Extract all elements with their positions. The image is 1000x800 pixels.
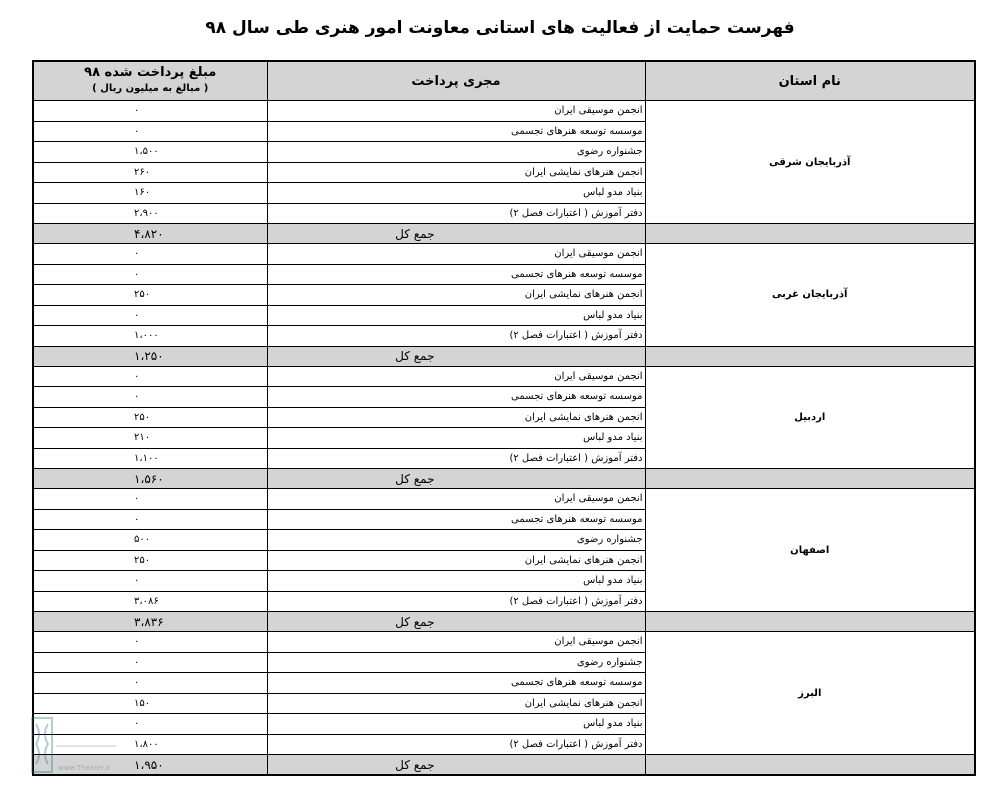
- amount-cell: ۲۱۰: [33, 428, 267, 449]
- total-amount: ۴،۸۲۰: [33, 224, 267, 244]
- executor-cell: بنیاد مدو لباس: [267, 428, 645, 449]
- support-table: [32, 60, 976, 776]
- table-row: [33, 244, 975, 265]
- amount-header-unit: ( مبالغ به میلیون ریال ): [92, 83, 209, 94]
- total-province-gap: [645, 224, 975, 244]
- amount-cell: ۰: [33, 571, 267, 592]
- executor-cell: انجمن موسیقی ایران: [267, 366, 645, 387]
- amount-cell: ۱۵۰: [33, 693, 267, 714]
- executor-cell: دفتر آموزش ( اعتبارات فصل ۲): [267, 591, 645, 612]
- total-row: [33, 612, 975, 632]
- total-amount: ۱،۲۵۰: [33, 346, 267, 366]
- theater-logo-icon: [30, 710, 120, 780]
- executor-cell: انجمن هنرهای نمایشی ایران: [267, 550, 645, 571]
- total-row: [33, 346, 975, 366]
- watermark: [30, 710, 120, 780]
- table-body: [33, 101, 975, 776]
- executor-cell: انجمن هنرهای نمایشی ایران: [267, 407, 645, 428]
- amount-header-title: مبلغ پرداخت شده ۹۸: [84, 65, 217, 80]
- executor-cell: دفتر آموزش ( اعتبارات فصل ۲): [267, 326, 645, 347]
- amount-cell: ۳،۰۸۶: [33, 591, 267, 612]
- executor-cell: موسسه توسعه هنرهای تجسمی: [267, 264, 645, 285]
- table-row: [33, 489, 975, 510]
- amount-cell: ۰: [33, 244, 267, 265]
- total-amount: ۳،۸۳۶: [33, 612, 267, 632]
- amount-cell: ۰: [33, 101, 267, 122]
- executor-cell: انجمن موسیقی ایران: [267, 244, 645, 265]
- amount-cell: ۰: [33, 489, 267, 510]
- executor-cell: انجمن هنرهای نمایشی ایران: [267, 162, 645, 183]
- amount-cell: ۰: [33, 509, 267, 530]
- header-row: [33, 61, 975, 101]
- executor-cell: انجمن موسیقی ایران: [267, 632, 645, 653]
- amount-cell: ۱،۱۰۰: [33, 448, 267, 469]
- total-row: [33, 755, 975, 776]
- province-cell: آذربایجان شرقی: [645, 101, 975, 224]
- watermark-text: www.Theater.ir: [58, 764, 111, 772]
- executor-cell: موسسه توسعه هنرهای تجسمی: [267, 509, 645, 530]
- amount-cell: ۰: [33, 387, 267, 408]
- province-cell: اصفهان: [645, 489, 975, 612]
- executor-cell: بنیاد مدو لباس: [267, 183, 645, 204]
- amount-cell: ۲۵۰: [33, 285, 267, 306]
- executor-cell: جشنواره رضوی: [267, 652, 645, 673]
- executor-cell: انجمن موسیقی ایران: [267, 101, 645, 122]
- executor-cell: جشنواره رضوی: [267, 142, 645, 163]
- amount-cell: ۰: [33, 121, 267, 142]
- amount-cell: ۰: [33, 366, 267, 387]
- executor-cell: موسسه توسعه هنرهای تجسمی: [267, 387, 645, 408]
- executor-cell: بنیاد مدو لباس: [267, 305, 645, 326]
- amount-cell: ۲۵۰: [33, 550, 267, 571]
- amount-cell: ۲۵۰: [33, 407, 267, 428]
- total-province-gap: [645, 469, 975, 489]
- executor-cell: بنیاد مدو لباس: [267, 571, 645, 592]
- executor-cell: انجمن هنرهای نمایشی ایران: [267, 693, 645, 714]
- province-cell: البرز: [645, 632, 975, 755]
- total-province-gap: [645, 755, 975, 776]
- total-label: جمع کل: [267, 224, 645, 244]
- table-row: [33, 632, 975, 653]
- province-cell: آذربایجان غربی: [645, 244, 975, 347]
- executor-cell: موسسه توسعه هنرهای تجسمی: [267, 673, 645, 694]
- amount-cell: ۲۶۰: [33, 162, 267, 183]
- executor-cell: انجمن موسیقی ایران: [267, 489, 645, 510]
- province-cell: اردبیل: [645, 366, 975, 469]
- province-header: نام استان: [645, 61, 975, 101]
- amount-cell: ۵۰۰: [33, 530, 267, 551]
- total-amount: ۱،۹۵۰: [33, 755, 267, 776]
- total-amount: ۱،۵۶۰: [33, 469, 267, 489]
- executor-cell: انجمن هنرهای نمایشی ایران: [267, 285, 645, 306]
- total-province-gap: [645, 612, 975, 632]
- amount-cell: ۱،۵۰۰: [33, 142, 267, 163]
- total-label: جمع کل: [267, 469, 645, 489]
- total-label: جمع کل: [267, 346, 645, 366]
- executor-cell: موسسه توسعه هنرهای تجسمی: [267, 121, 645, 142]
- amount-cell: ۰: [33, 632, 267, 653]
- executor-cell: دفتر آموزش ( اعتبارات فصل ۲): [267, 203, 645, 224]
- total-label: جمع کل: [267, 612, 645, 632]
- total-row: [33, 224, 975, 244]
- table-row: [33, 101, 975, 122]
- table-row: [33, 366, 975, 387]
- amount-cell: ۱،۰۰۰: [33, 326, 267, 347]
- executor-cell: جشنواره رضوی: [267, 530, 645, 551]
- total-province-gap: [645, 346, 975, 366]
- amount-cell: ۱،۸۰۰: [33, 734, 267, 755]
- total-label: جمع کل: [267, 755, 645, 776]
- amount-cell: ۰: [33, 264, 267, 285]
- executor-cell: دفتر آموزش ( اعتبارات فصل ۲): [267, 448, 645, 469]
- executor-cell: بنیاد مدو لباس: [267, 714, 645, 735]
- executor-cell: دفتر آموزش ( اعتبارات فصل ۲): [267, 734, 645, 755]
- page-title: فهرست حمایت از فعالیت های استانی معاونت امور هنری طی سال ۹۸: [205, 18, 795, 38]
- executor-header: مجری پرداخت: [267, 61, 645, 101]
- amount-cell: ۰: [33, 673, 267, 694]
- amount-cell: ۱۶۰: [33, 183, 267, 204]
- amount-cell: ۲،۹۰۰: [33, 203, 267, 224]
- amount-cell: ۰: [33, 652, 267, 673]
- amount-cell: ۰: [33, 714, 267, 735]
- total-row: [33, 469, 975, 489]
- amount-header: [33, 61, 267, 101]
- amount-cell: ۰: [33, 305, 267, 326]
